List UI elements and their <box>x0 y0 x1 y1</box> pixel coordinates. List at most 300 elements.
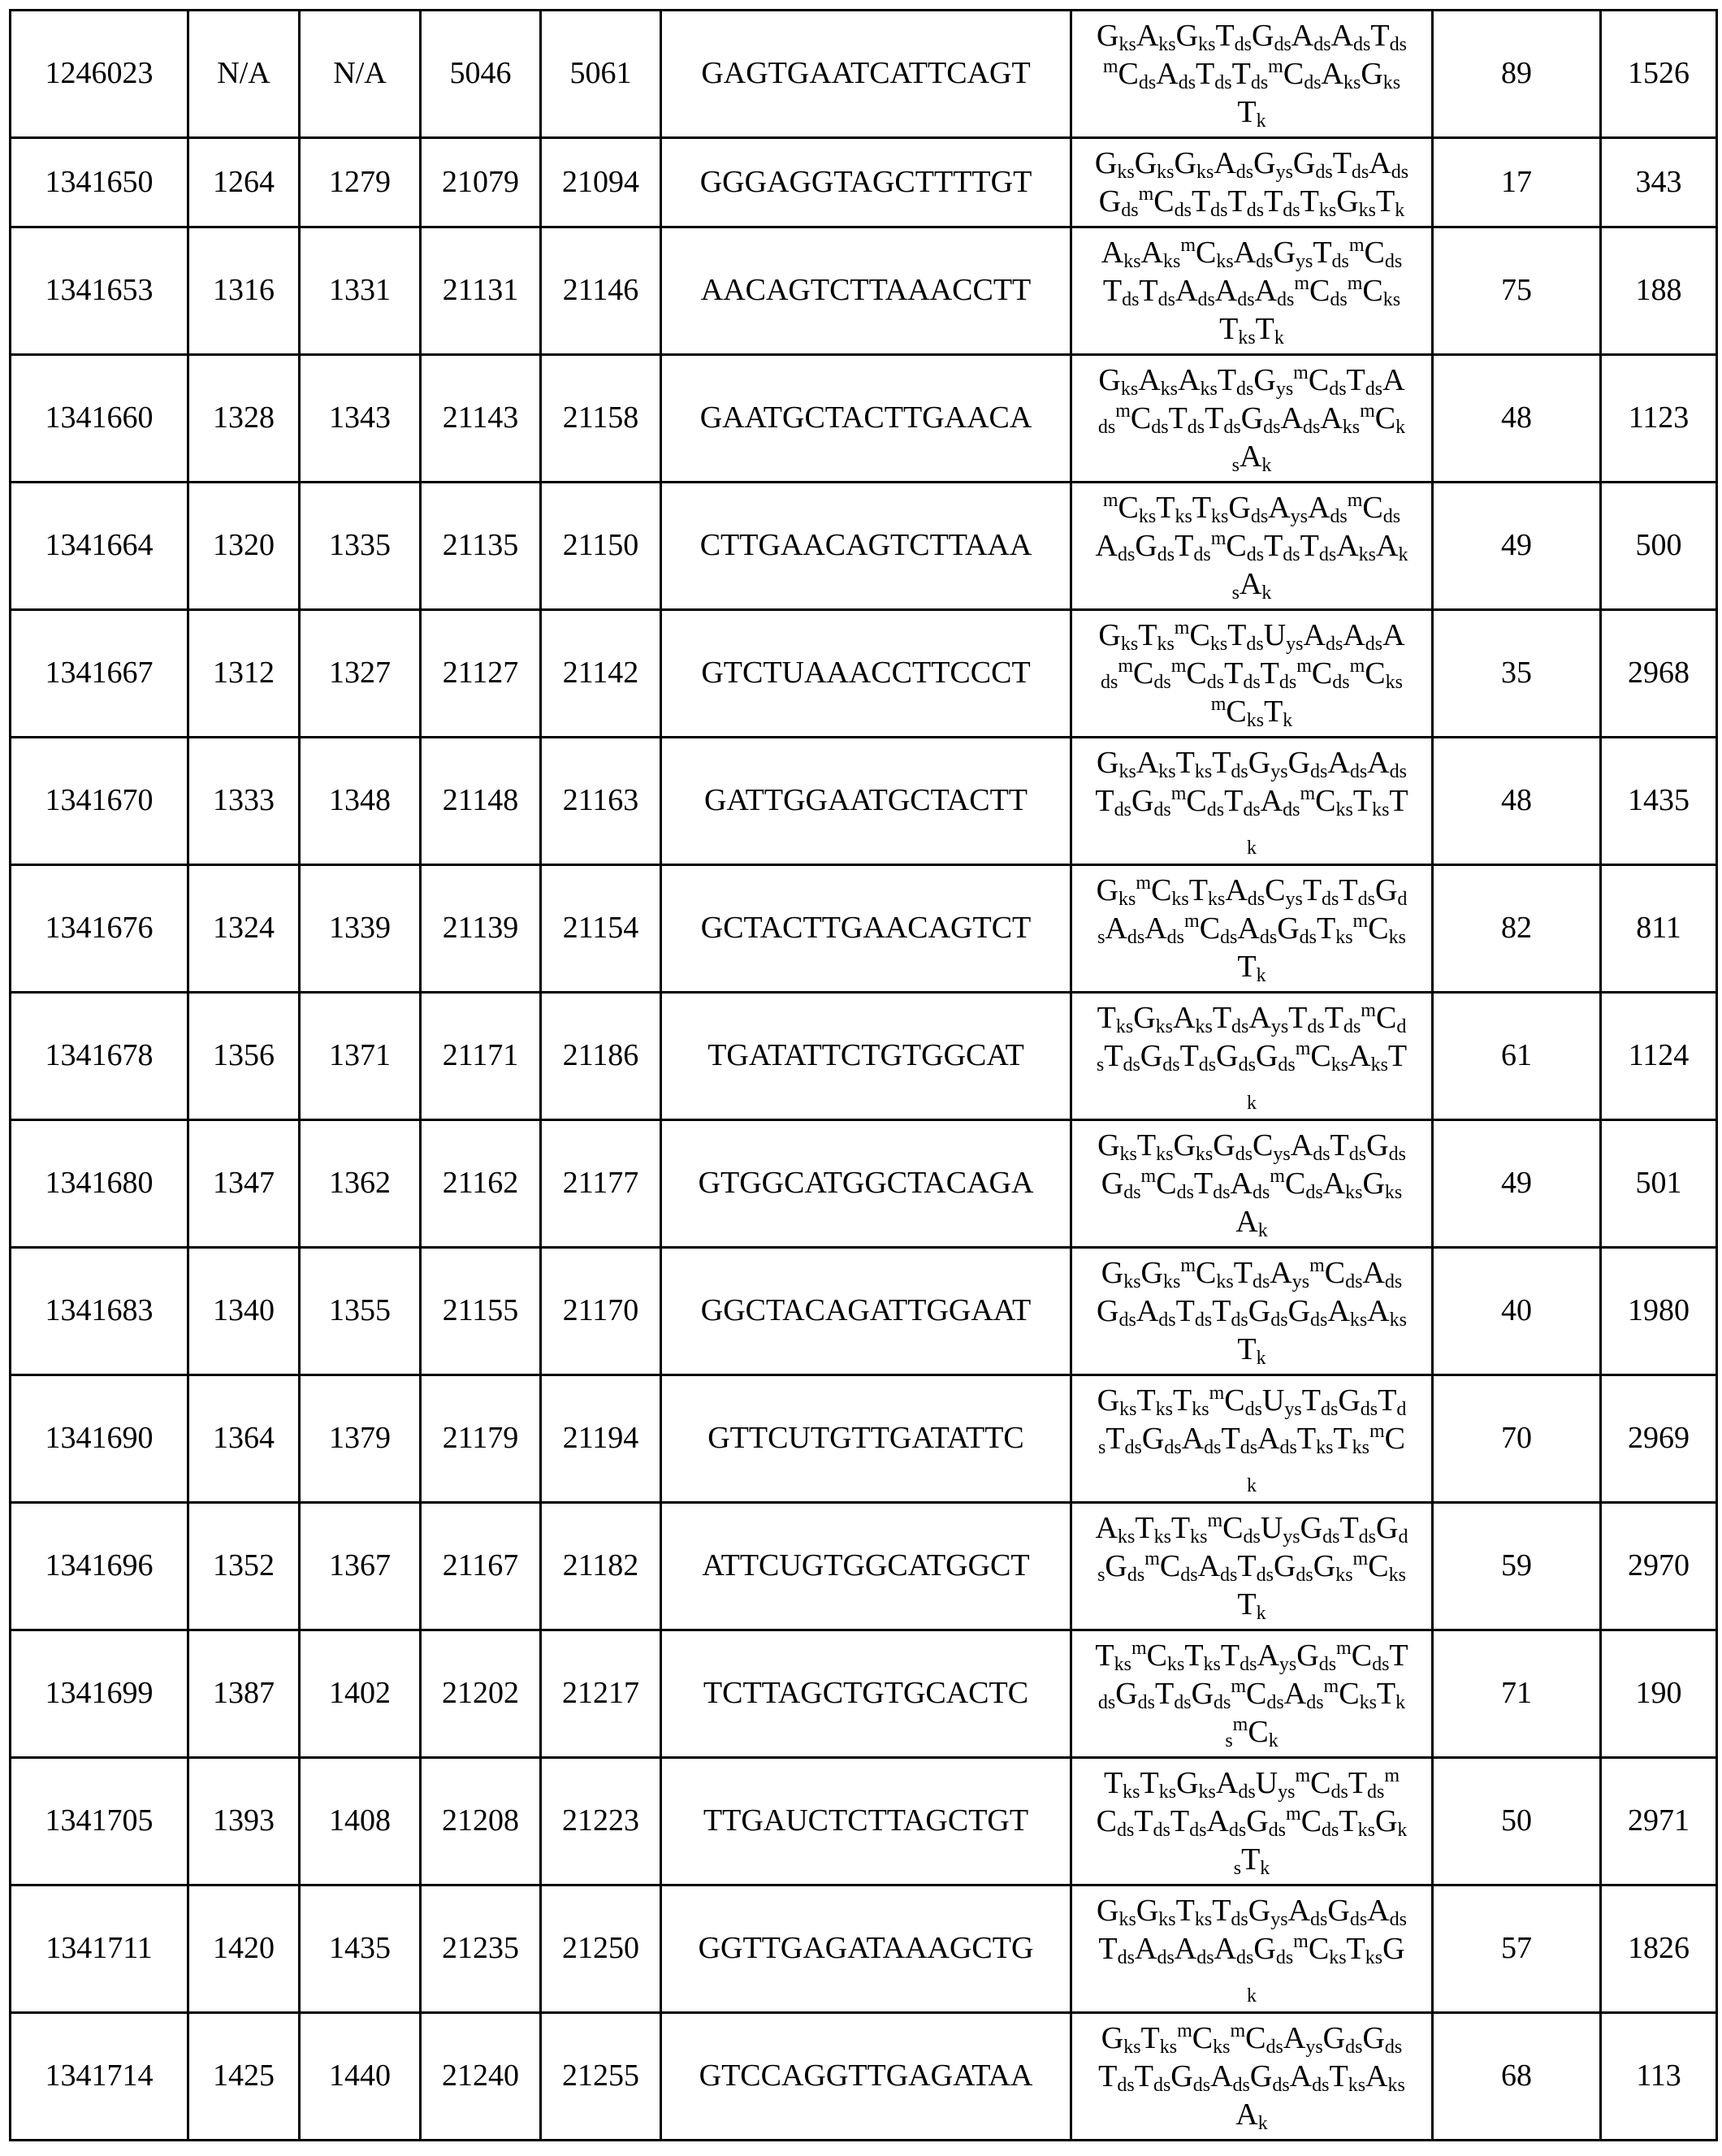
nucleobase: T <box>1227 184 1247 219</box>
nucleobase: T <box>1227 617 1247 652</box>
linkage-subscript: ks <box>1216 1271 1234 1292</box>
methyl-superscript: m <box>1384 1764 1400 1786</box>
start-site-1-cell: 1320 <box>188 483 300 610</box>
chemistry-line <box>1075 910 1428 948</box>
nucleobase: T <box>1155 1676 1175 1711</box>
linkage-subscript: s <box>1225 1730 1233 1751</box>
linkage-subscript: ds <box>1151 416 1169 438</box>
linkage-subscript: ks <box>1384 1181 1403 1203</box>
linkage-subscript: ds <box>1189 1819 1207 1841</box>
linkage-subscript: ks <box>1358 199 1376 221</box>
linkage-subscript: k <box>1257 2112 1268 2134</box>
linkage-subscript: ds <box>1153 671 1171 693</box>
linkage-subscript: ds <box>1330 1781 1348 1803</box>
sequence-cell: AACAGTCTTAAACCTT <box>661 227 1071 355</box>
nucleobase: T <box>1220 1638 1240 1673</box>
linkage-subscript: ds <box>1236 1946 1254 1968</box>
nucleobase: T <box>1300 184 1319 219</box>
linkage-subscript: ys <box>1305 2036 1323 2058</box>
compound-id-cell: 1341676 <box>11 865 188 993</box>
linkage-subscript: ds <box>1193 543 1211 565</box>
nucleobase: A <box>1382 617 1405 652</box>
nucleobase: T <box>1170 1803 1190 1838</box>
chemistry-line <box>1075 489 1428 527</box>
nucleobase: A <box>1280 400 1303 435</box>
nucleobase: T <box>1237 1548 1257 1583</box>
start-site-1-cell: 1328 <box>188 355 300 483</box>
compound-id-cell: 1341680 <box>11 1120 188 1248</box>
linkage-subscript: ds <box>1243 671 1261 693</box>
chemistry-notation-cell <box>1071 11 1433 138</box>
nucleobase: T <box>1346 362 1365 397</box>
chemistry-line <box>1075 617 1428 655</box>
linkage-subscript: ds <box>1137 1691 1155 1713</box>
linkage-subscript: s <box>1231 454 1240 476</box>
linkage-subscript: ds <box>1325 633 1343 655</box>
chemistry-line <box>1075 1165 1428 1203</box>
nucleobase: T <box>1217 362 1237 397</box>
linkage-subscript: ds <box>1097 416 1116 438</box>
nucleobase: A <box>1382 362 1405 397</box>
nucleobase: A <box>1206 1803 1229 1838</box>
chemistry-line <box>1075 1203 1428 1241</box>
linkage-subscript: ys <box>1275 161 1293 183</box>
linkage-subscript: ds <box>1236 378 1254 400</box>
linkage-subscript: d <box>1396 1398 1407 1420</box>
linkage-subscript: ks <box>1120 633 1139 655</box>
nucleobase: T <box>1212 745 1231 780</box>
sequence-cell: GGTTGAGATAAAGCTG <box>661 1885 1071 2013</box>
linkage-subscript: ks <box>1158 760 1176 782</box>
linkage-subscript: ds <box>1240 1436 1258 1458</box>
nucleobase: A <box>1268 490 1291 525</box>
nucleobase: A <box>1248 1000 1271 1035</box>
linkage-subscript: ks <box>1156 1143 1174 1165</box>
chemistry-line <box>1075 1037 1428 1076</box>
linkage-subscript: k <box>1268 1730 1279 1751</box>
methyl-superscript: m <box>1140 1165 1157 1187</box>
linkage-subscript: ks <box>1316 1436 1334 1458</box>
linkage-subscript: ds <box>1299 926 1317 948</box>
value-cell: 48 <box>1433 738 1601 865</box>
linkage-subscript: ks <box>1329 1946 1347 1968</box>
nucleobase: T <box>1329 2059 1348 2093</box>
start-site-2-cell: 21143 <box>421 355 541 483</box>
value-cell: 40 <box>1433 1248 1601 1375</box>
table-row <box>11 865 1717 993</box>
nucleobase: G <box>1253 145 1276 180</box>
methyl-superscript: m <box>1131 1637 1147 1659</box>
nucleobase: T <box>1296 1421 1317 1456</box>
nucleobase: C <box>1283 56 1304 91</box>
chemistry-notation-cell <box>1071 1885 1433 2013</box>
stop-site-2-cell: 21158 <box>541 355 661 483</box>
linkage-subscript: ds <box>1238 1054 1256 1076</box>
nucleobase: C <box>1351 1638 1373 1673</box>
linkage-subscript: ks <box>1372 799 1390 820</box>
linkage-subscript: ys <box>1270 760 1288 782</box>
methyl-superscript: m <box>1210 527 1227 549</box>
linkage-subscript: ds <box>1114 799 1131 820</box>
seq-id-cell: 113 <box>1601 2013 1717 2141</box>
linkage-subscript: ds <box>1235 161 1254 183</box>
methyl-superscript: m <box>1293 361 1309 383</box>
stop-site-1-cell: 1440 <box>300 2013 421 2141</box>
linkage-subscript: ks <box>1119 1398 1137 1420</box>
linkage-subscript: ks <box>1335 1564 1353 1586</box>
value-cell: 59 <box>1433 1503 1601 1630</box>
start-site-2-cell: 21155 <box>421 1248 541 1375</box>
nucleobase: A <box>1257 1421 1280 1456</box>
methyl-superscript: m <box>1347 489 1363 511</box>
sequence-cell: GATTGGAATGCTACTT <box>661 738 1071 865</box>
compound-id-cell: 1341699 <box>11 1630 188 1758</box>
linkage-subscript: ks <box>1342 416 1361 438</box>
linkage-subscript: k <box>1247 1474 1257 1496</box>
nucleobase: G <box>1105 1548 1127 1583</box>
start-site-2-cell: 21162 <box>421 1120 541 1248</box>
nucleobase: G <box>1173 1128 1196 1162</box>
linkage-subscript: ds <box>1252 1271 1270 1292</box>
linkage-subscript: ks <box>1352 1436 1369 1458</box>
nucleobase: T <box>1168 400 1188 435</box>
seq-id-cell: 1526 <box>1601 11 1717 138</box>
methyl-superscript: m <box>1170 655 1187 677</box>
nucleobase: C <box>1199 911 1221 946</box>
chemistry-line <box>1075 1382 1428 1420</box>
nucleobase: G <box>1174 145 1196 180</box>
start-site-1-cell: 1425 <box>188 2013 300 2141</box>
nucleobase: A <box>1287 1893 1311 1928</box>
linkage-subscript: ds <box>1358 1526 1376 1548</box>
linkage-subscript: ys <box>1285 888 1303 910</box>
linkage-subscript: ks <box>1198 1781 1216 1803</box>
value-cell: 82 <box>1433 865 1601 993</box>
nucleobase: C <box>1192 2020 1214 2055</box>
linkage-subscript: ds <box>1365 633 1383 655</box>
nucleobase: G <box>1098 184 1122 219</box>
stop-site-2-cell: 21182 <box>541 1503 661 1630</box>
linkage-subscript: ds <box>1180 1564 1198 1586</box>
linkage-subscript: ks <box>1382 288 1401 310</box>
chemistry-line <box>1075 1292 1428 1331</box>
linkage-subscript: ks <box>1203 1653 1221 1675</box>
start-site-2-cell: 21127 <box>421 610 541 738</box>
chemistry-line <box>1075 1127 1428 1165</box>
linkage-subscript: ds <box>1274 33 1292 55</box>
methyl-superscript: m <box>1294 272 1310 294</box>
linkage-subscript: ds <box>1307 1015 1325 1037</box>
stop-site-1-cell: N/A <box>300 11 421 138</box>
nucleobase: A <box>1214 1931 1237 1966</box>
compound-id-cell: 1341670 <box>11 738 188 865</box>
linkage-subscript: ds <box>1246 633 1264 655</box>
linkage-subscript: ks <box>1158 1908 1176 1930</box>
methyl-superscript: m <box>1293 1930 1309 1952</box>
start-site-1-cell: 1324 <box>188 865 300 993</box>
linkage-subscript: ks <box>1357 1819 1375 1841</box>
nucleobase: C <box>1248 1714 1269 1749</box>
linkage-subscript: ds <box>1389 33 1407 55</box>
chemistry-line <box>1075 183 1428 221</box>
nucleobase: A <box>1303 617 1326 652</box>
chemistry-line <box>1075 145 1428 183</box>
methyl-superscript: m <box>1295 1764 1311 1786</box>
linkage-subscript: ks <box>1389 1309 1407 1331</box>
start-site-1-cell: 1352 <box>188 1503 300 1630</box>
linkage-subscript: ds <box>1214 71 1232 93</box>
linkage-subscript: ds <box>1382 505 1401 527</box>
chemistry-line <box>1075 565 1428 604</box>
chemistry-notation-cell <box>1071 738 1433 865</box>
linkage-subscript: ds <box>1234 33 1252 55</box>
seq-id-cell: 1826 <box>1601 1885 1717 2013</box>
nucleobase: U <box>1263 617 1287 652</box>
nucleobase: T <box>1175 745 1195 780</box>
compound-id-cell: 1341714 <box>11 2013 188 2141</box>
linkage-subscript: ds <box>1353 33 1371 55</box>
chemistry-line <box>1075 948 1428 986</box>
nucleobase: G <box>1141 1421 1165 1456</box>
linkage-subscript: ds <box>1332 671 1350 693</box>
nucleobase: T <box>1098 1931 1118 1966</box>
chemistry-notation-cell <box>1071 993 1433 1120</box>
nucleobase: T <box>1224 783 1244 818</box>
nucleobase: T <box>1339 1803 1358 1838</box>
nucleobase: T <box>1212 1000 1232 1035</box>
linkage-subscript: ds <box>1192 2074 1211 2096</box>
linkage-subscript: ds <box>1238 1781 1256 1803</box>
linkage-subscript: ds <box>1117 1946 1135 1968</box>
linkage-subscript: ks <box>1200 378 1218 400</box>
start-site-1-cell: 1264 <box>188 138 300 227</box>
linkage-subscript: ks <box>1163 1271 1181 1292</box>
table-body <box>11 11 1717 2141</box>
linkage-subscript: ks <box>1370 1054 1388 1076</box>
nucleobase: T <box>1352 783 1373 818</box>
nucleobase: C <box>1096 1803 1117 1838</box>
linkage-subscript: ks <box>1118 1526 1136 1548</box>
stop-site-1-cell: 1335 <box>300 483 421 610</box>
chemistry-notation-cell <box>1071 1375 1433 1503</box>
linkage-subscript: ds <box>1228 1819 1247 1841</box>
chemistry-notation-cell <box>1071 1248 1433 1375</box>
compound-id-cell: 1341711 <box>11 1885 188 2013</box>
linkage-subscript: ks <box>1209 633 1228 655</box>
nucleobase: C <box>1368 911 1389 946</box>
start-site-1-cell: 1364 <box>188 1375 300 1503</box>
methyl-superscript: m <box>1295 1037 1311 1059</box>
nucleobase: G <box>1252 18 1274 53</box>
nucleobase: G <box>1313 1548 1336 1583</box>
nucleobase: A <box>1140 235 1163 270</box>
linkage-subscript: ks <box>1335 926 1353 948</box>
linkage-subscript: ks <box>1155 1398 1174 1420</box>
linkage-subscript: s <box>1097 1436 1106 1458</box>
methyl-superscript: m <box>1270 1165 1285 1187</box>
nucleobase: C <box>1311 656 1333 691</box>
nucleobase: G <box>1098 362 1121 397</box>
chemistry-notation-cell <box>1071 227 1433 355</box>
chemistry-line <box>1075 1509 1428 1548</box>
nucleobase: T <box>1378 1383 1397 1418</box>
nucleobase: T <box>1140 1765 1159 1800</box>
value-cell: 48 <box>1433 355 1601 483</box>
nucleobase: G <box>1248 745 1271 780</box>
nucleobase: A <box>1343 617 1365 652</box>
linkage-subscript: ks <box>1388 1564 1406 1586</box>
nucleobase: T <box>1104 1038 1123 1073</box>
chemistry-line <box>1075 1930 1428 1968</box>
sequence-cell: GTCTUAAACCTTCCCT <box>661 610 1071 738</box>
linkage-subscript: ds <box>1231 1015 1249 1037</box>
table-row <box>11 2013 1717 2141</box>
nucleobase: G <box>1253 1931 1276 1966</box>
nucleobase: T <box>1175 1293 1195 1328</box>
linkage-subscript: ds <box>1349 1908 1368 1930</box>
linkage-subscript: s <box>1097 1564 1105 1586</box>
nucleobase: C <box>1118 490 1139 525</box>
nucleobase: C <box>1265 872 1286 907</box>
linkage-subscript: ys <box>1273 1143 1291 1165</box>
chemistry-line <box>1075 1764 1428 1803</box>
linkage-subscript: ds <box>1343 1015 1361 1037</box>
linkage-subscript: ds <box>1123 1054 1140 1076</box>
stop-site-2-cell: 21217 <box>541 1630 661 1758</box>
nucleobase: A <box>1367 1293 1390 1328</box>
stop-site-2-cell: 21186 <box>541 993 661 1120</box>
nucleobase: T <box>1224 656 1244 691</box>
linkage-subscript: ds <box>1320 1398 1339 1420</box>
start-site-2-cell: 21179 <box>421 1375 541 1503</box>
nucleobase: T <box>1332 145 1352 180</box>
nucleobase: A <box>1235 2097 1258 2132</box>
linkage-subscript: ks <box>1387 2074 1405 2096</box>
nucleobase: G <box>1097 1383 1120 1418</box>
nucleobase: T <box>1179 1038 1199 1073</box>
nucleobase: C <box>1374 400 1396 435</box>
linkage-subscript: ds <box>1206 671 1225 693</box>
nucleobase: T <box>1173 1383 1192 1418</box>
nucleobase: T <box>1170 1510 1191 1545</box>
nucleobase: A <box>1214 273 1238 308</box>
nucleobase: A <box>1225 872 1248 907</box>
chemistry-line <box>1075 1713 1428 1751</box>
stop-site-1-cell: 1367 <box>300 1503 421 1630</box>
sequence-cell: GGCTACAGATTGGAAT <box>661 1248 1071 1375</box>
linkage-subscript: ds <box>1196 1946 1214 1968</box>
linkage-subscript: ks <box>1330 1054 1349 1076</box>
seq-id-cell: 190 <box>1601 1630 1717 1758</box>
seq-id-cell: 1123 <box>1601 355 1717 483</box>
linkage-subscript: ks <box>1216 250 1234 272</box>
nucleobase: A <box>1320 400 1343 435</box>
linkage-subscript: ks <box>1123 250 1141 272</box>
methyl-superscript: m <box>1268 55 1283 77</box>
linkage-subscript: ds <box>1305 1181 1323 1203</box>
linkage-subscript: ks <box>1335 799 1353 820</box>
linkage-subscript: ds <box>1384 1271 1403 1292</box>
nucleobase: A <box>1291 18 1314 53</box>
linkage-subscript: ks <box>1153 1526 1171 1548</box>
table-row <box>11 1248 1717 1375</box>
chemistry-notation-cell <box>1071 1630 1433 1758</box>
nucleobase: T <box>1313 235 1332 270</box>
linkage-subscript: k <box>1395 416 1406 438</box>
linkage-subscript: ks <box>1246 709 1265 731</box>
nucleobase: A <box>1136 18 1159 53</box>
nucleobase: G <box>1273 1548 1296 1583</box>
nucleobase: G <box>1376 1510 1399 1545</box>
seq-id-cell: 188 <box>1601 227 1717 355</box>
linkage-subscript: ks <box>1158 1781 1177 1803</box>
nucleobase: G <box>1097 1128 1120 1162</box>
nucleobase: A <box>1348 1038 1371 1073</box>
stop-site-2-cell: 21142 <box>541 610 661 738</box>
nucleobase: T <box>1192 490 1212 525</box>
sequence-cell: TTGAUCTCTTAGCTGT <box>661 1758 1071 1885</box>
linkage-subscript: k <box>1256 110 1266 132</box>
linkage-subscript: ds <box>1312 2074 1330 2096</box>
nucleobase: T <box>1387 1038 1408 1073</box>
nucleobase: C <box>1133 656 1154 691</box>
stop-site-2-cell: 21177 <box>541 1120 661 1248</box>
nucleobase: T <box>1139 273 1158 308</box>
nucleobase: G <box>1213 1128 1235 1162</box>
linkage-subscript: ks <box>1195 1015 1213 1037</box>
nucleobase: G <box>1140 1038 1163 1073</box>
chemistry-line <box>1075 1892 1428 1930</box>
nucleobase: T <box>1102 273 1123 308</box>
linkage-subscript: ks <box>1388 926 1406 948</box>
linkage-subscript: k <box>1256 1602 1266 1624</box>
methyl-superscript: m <box>1232 1713 1248 1735</box>
linkage-subscript: ks <box>1198 33 1216 55</box>
methyl-superscript: m <box>1138 183 1154 205</box>
methyl-superscript: m <box>1207 1509 1223 1531</box>
linkage-subscript: d <box>1396 1015 1407 1037</box>
stop-site-1-cell: 1348 <box>300 738 421 865</box>
nucleobase: T <box>1339 1510 1359 1545</box>
linkage-subscript: ds <box>1246 199 1265 221</box>
nucleobase: C <box>1309 273 1330 308</box>
methyl-superscript: m <box>1300 782 1316 804</box>
linkage-subscript: ks <box>1123 1271 1141 1292</box>
nucleobase: C <box>1308 362 1330 397</box>
methyl-superscript: m <box>1209 1382 1225 1404</box>
linkage-subscript: k <box>1283 709 1293 731</box>
start-site-2-cell: 21167 <box>421 1503 541 1630</box>
nucleobase: A <box>1105 911 1127 946</box>
nucleobase: T <box>1134 2059 1153 2093</box>
linkage-subscript: ds <box>1278 1054 1296 1076</box>
linkage-subscript: ds <box>1153 1819 1170 1841</box>
table-row <box>11 1503 1717 1630</box>
nucleobase: A <box>1365 2059 1388 2093</box>
linkage-subscript: ds <box>1157 1946 1175 1968</box>
chemistry-line <box>1075 655 1428 693</box>
nucleobase: U <box>1261 1383 1285 1418</box>
chemistry-line <box>1075 272 1428 310</box>
linkage-subscript: ds <box>1194 1309 1213 1331</box>
nucleobase: C <box>1324 1255 1346 1290</box>
chemistry-line <box>1075 872 1428 910</box>
nucleobase: A <box>1173 1000 1196 1035</box>
start-site-2-cell: 5046 <box>421 11 541 138</box>
nucleobase: A <box>1283 1676 1307 1711</box>
nucleobase: T <box>1095 1638 1114 1673</box>
stop-site-1-cell: 1343 <box>300 355 421 483</box>
